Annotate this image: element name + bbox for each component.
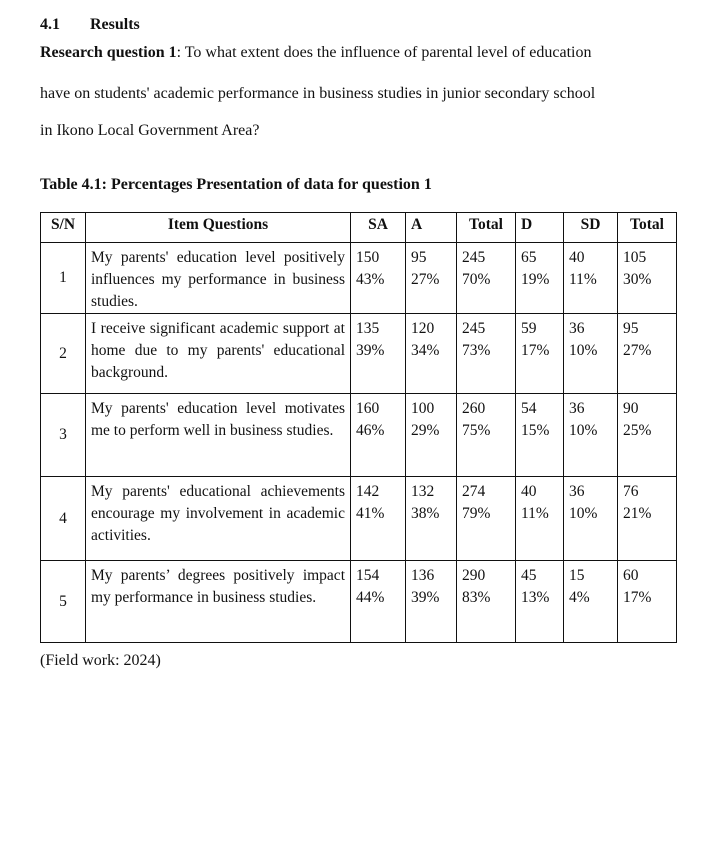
a-percent: 34% [411, 342, 440, 359]
sa-percent: 44% [356, 589, 385, 606]
research-question-line-1 [40, 44, 591, 62]
row-sd [564, 314, 618, 394]
d-percent: 17% [521, 342, 550, 359]
sa-count: 142 [356, 483, 380, 500]
d-percent: 13% [521, 589, 550, 606]
table-header-row [41, 213, 677, 243]
header-total-disagree: Total [618, 213, 677, 243]
table-caption: Table 4.1: Percentages Presentation of data for question 1 [40, 176, 432, 193]
total-agree-count: 245 [462, 320, 486, 337]
row-total-disagree [618, 243, 677, 314]
source-footnote: (Field work: 2024) [40, 652, 161, 669]
total-agree-count: 290 [462, 567, 486, 584]
row-d [516, 561, 564, 643]
d-percent: 11% [521, 505, 549, 522]
research-question-text-1: : To what extent does the influence of parental level of education [176, 44, 592, 61]
row-sn: 5 [41, 561, 86, 643]
total-agree-percent: 83% [462, 589, 491, 606]
research-question-line-2: have on students' academic performance in business studies in junior secondary school [40, 85, 596, 102]
row-total-agree [457, 314, 516, 394]
sa-percent: 39% [356, 342, 385, 359]
total-disagree-percent: 27% [623, 342, 652, 359]
sa-percent: 43% [356, 271, 385, 288]
row-a [406, 477, 457, 561]
row-d [516, 394, 564, 477]
a-count: 132 [411, 483, 435, 500]
row-sd [564, 243, 618, 314]
total-disagree-percent: 25% [623, 422, 652, 439]
header-sd: SD [564, 213, 618, 243]
sd-count: 40 [569, 249, 585, 266]
sd-percent: 10% [569, 422, 598, 439]
total-disagree-percent: 17% [623, 589, 652, 606]
total-disagree-percent: 21% [623, 505, 652, 522]
sa-percent: 46% [356, 422, 385, 439]
row-total-agree [457, 243, 516, 314]
d-count: 54 [521, 400, 537, 417]
row-sa [351, 561, 406, 643]
sd-percent: 11% [569, 271, 597, 288]
total-disagree-count: 90 [623, 400, 639, 417]
row-a [406, 314, 457, 394]
row-a [406, 561, 457, 643]
a-count: 136 [411, 567, 435, 584]
total-agree-percent: 75% [462, 422, 491, 439]
d-count: 65 [521, 249, 537, 266]
row-sd [564, 394, 618, 477]
row-d [516, 314, 564, 394]
sa-count: 135 [356, 320, 380, 337]
row-sn: 3 [41, 394, 86, 477]
sd-count: 36 [569, 483, 585, 500]
total-agree-count: 260 [462, 400, 486, 417]
row-sa [351, 477, 406, 561]
header-d: D [516, 213, 564, 243]
d-count: 40 [521, 483, 537, 500]
total-disagree-count: 76 [623, 483, 639, 500]
row-item-question: My parents' education level motivates me to perform well in business studies. [86, 394, 351, 477]
results-table [40, 212, 677, 643]
sd-percent: 4% [569, 589, 590, 606]
total-agree-percent: 70% [462, 271, 491, 288]
total-agree-percent: 79% [462, 505, 491, 522]
row-sn: 2 [41, 314, 86, 394]
table-row [41, 477, 677, 561]
row-sa [351, 314, 406, 394]
row-total-disagree [618, 394, 677, 477]
row-sd [564, 561, 618, 643]
table-row [41, 314, 677, 394]
d-count: 45 [521, 567, 537, 584]
sd-count: 36 [569, 320, 585, 337]
row-item-question: My parents' educational achievements encourage my involvement in academic activities. [86, 477, 351, 561]
total-agree-count: 274 [462, 483, 486, 500]
row-sa [351, 243, 406, 314]
sd-percent: 10% [569, 505, 598, 522]
header-total-agree: Total [457, 213, 516, 243]
d-percent: 19% [521, 271, 550, 288]
row-sa [351, 394, 406, 477]
a-percent: 39% [411, 589, 440, 606]
a-count: 120 [411, 320, 435, 337]
sd-count: 36 [569, 400, 585, 417]
row-sn: 1 [41, 243, 86, 314]
header-sn: S/N [41, 213, 86, 243]
a-count: 100 [411, 400, 435, 417]
a-percent: 27% [411, 271, 440, 288]
total-disagree-count: 60 [623, 567, 639, 584]
row-total-disagree [618, 561, 677, 643]
row-total-disagree [618, 314, 677, 394]
d-count: 59 [521, 320, 537, 337]
row-d [516, 477, 564, 561]
row-total-agree [457, 477, 516, 561]
sa-count: 150 [356, 249, 380, 266]
row-item-question: I receive significant academic support at home due to my parents' educational background. [86, 314, 351, 394]
d-percent: 15% [521, 422, 550, 439]
row-a [406, 394, 457, 477]
row-item-question: My parents' education level positively influences my performance in business studies. [86, 243, 351, 314]
sa-count: 154 [356, 567, 380, 584]
total-agree-count: 245 [462, 249, 486, 266]
sd-percent: 10% [569, 342, 598, 359]
section-title: Results [90, 16, 140, 33]
row-sd [564, 477, 618, 561]
row-d [516, 243, 564, 314]
sa-count: 160 [356, 400, 380, 417]
header-a: A [406, 213, 457, 243]
row-total-disagree [618, 477, 677, 561]
row-sn: 4 [41, 477, 86, 561]
a-percent: 38% [411, 505, 440, 522]
section-number: 4.1 [40, 16, 60, 33]
row-item-question: My parents’ degrees positively impact my performance in business studies. [86, 561, 351, 643]
research-question-label: Research question 1 [40, 44, 177, 61]
header-sa: SA [351, 213, 406, 243]
total-disagree-count: 95 [623, 320, 639, 337]
total-agree-percent: 73% [462, 342, 491, 359]
sa-percent: 41% [356, 505, 385, 522]
table-row [41, 394, 677, 477]
research-question-line-3: in Ikono Local Government Area? [40, 122, 260, 139]
a-count: 95 [411, 249, 427, 266]
total-disagree-count: 105 [623, 249, 647, 266]
row-a [406, 243, 457, 314]
a-percent: 29% [411, 422, 440, 439]
total-disagree-percent: 30% [623, 271, 652, 288]
header-item-questions: Item Questions [86, 213, 351, 243]
sd-count: 15 [569, 567, 585, 584]
table-row [41, 561, 677, 643]
row-total-agree [457, 394, 516, 477]
row-total-agree [457, 561, 516, 643]
table-row [41, 243, 677, 314]
section-heading [40, 16, 140, 34]
